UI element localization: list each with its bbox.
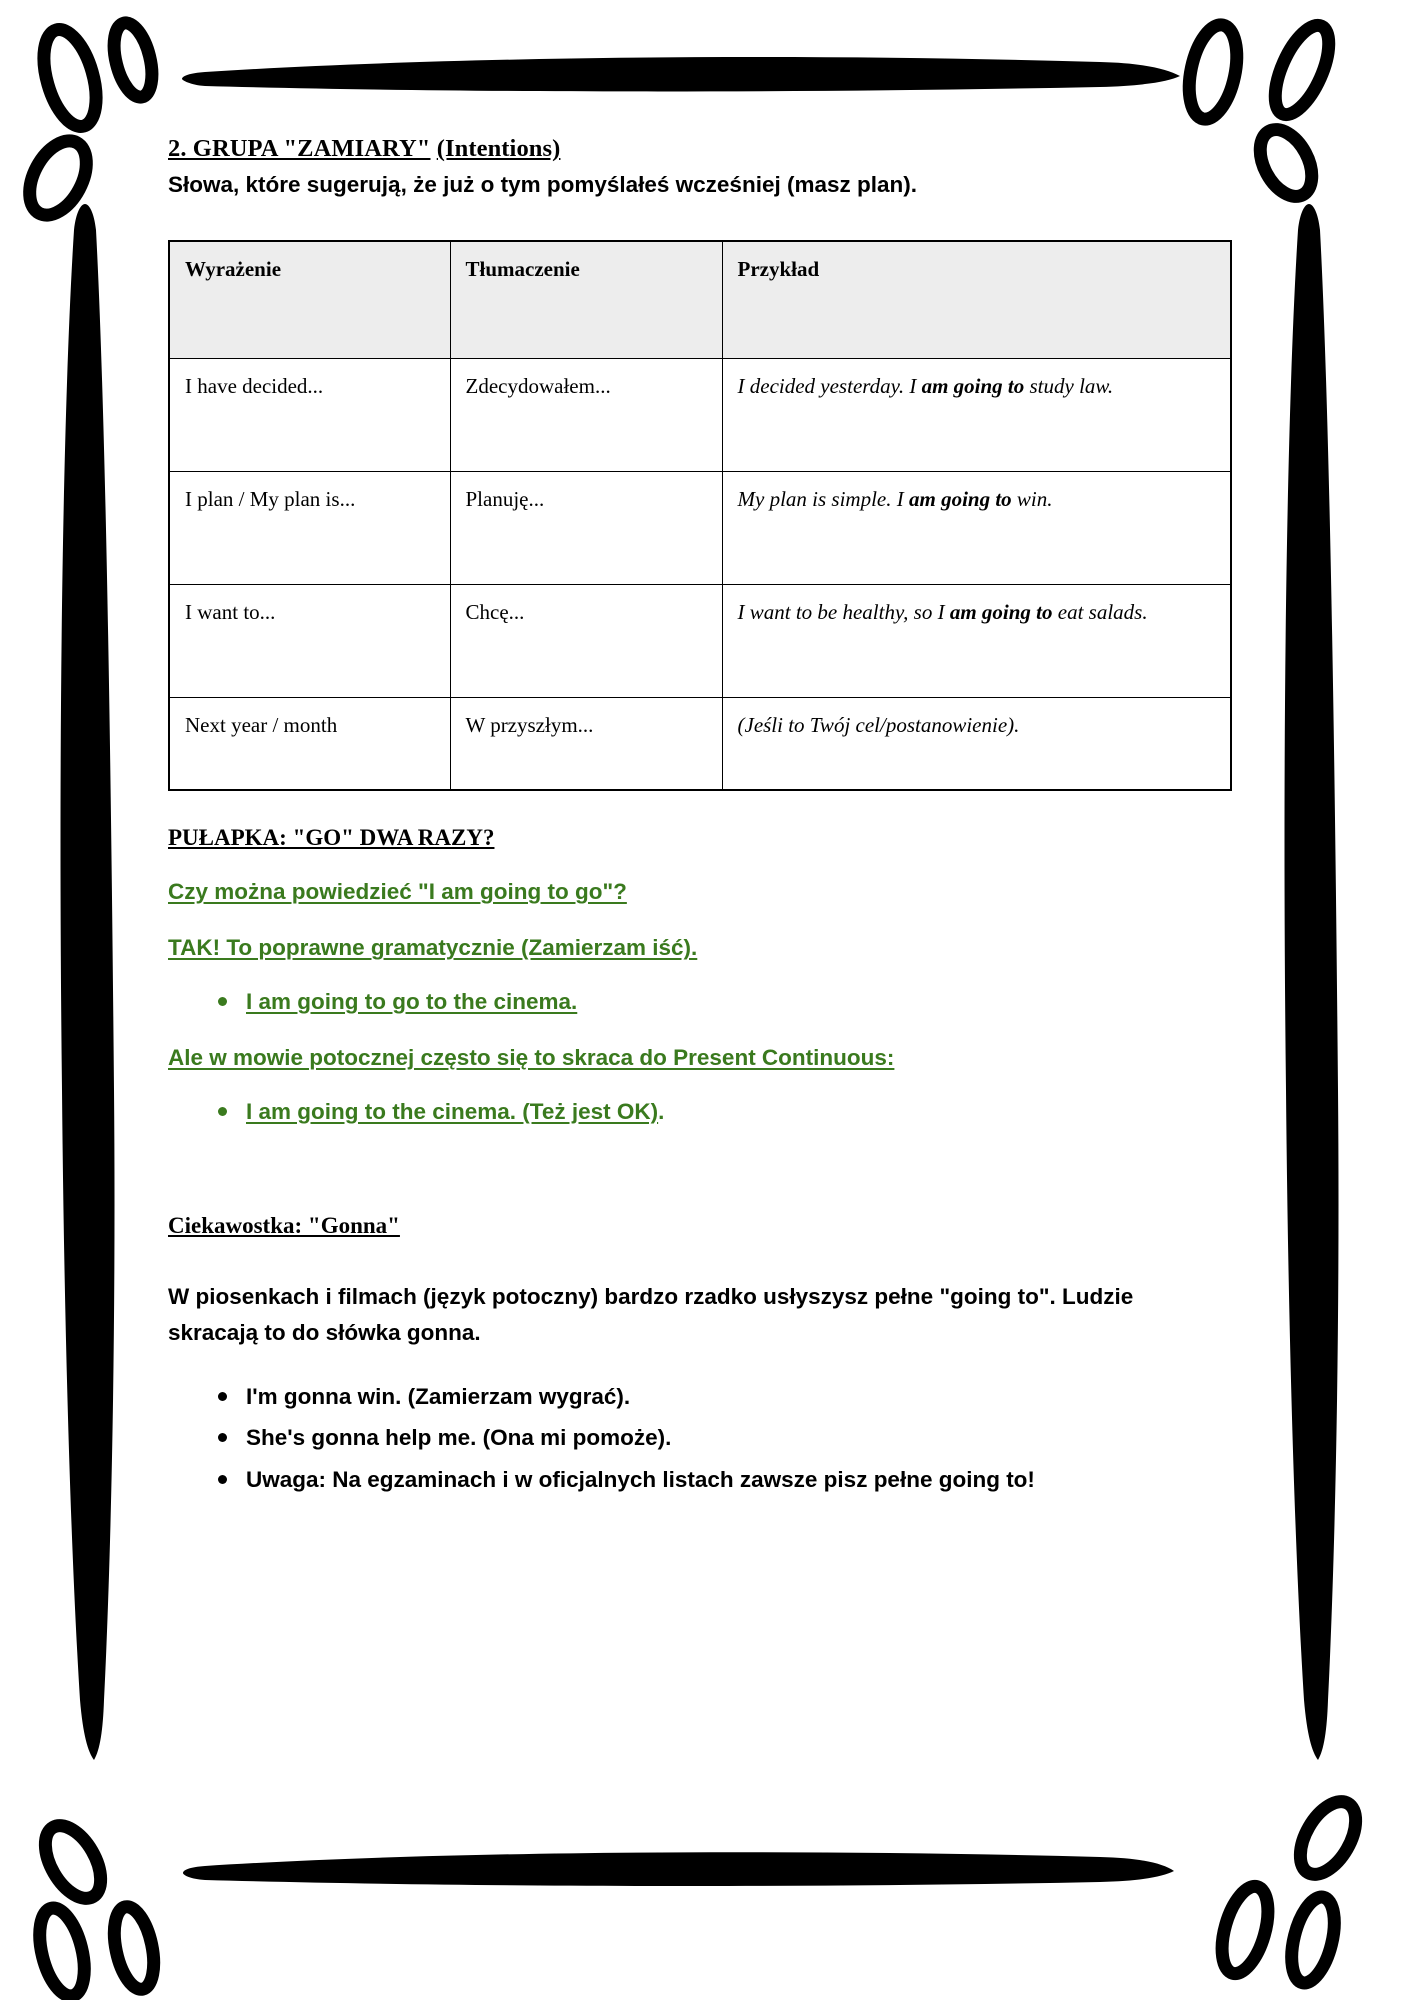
list-item: I'm gonna win. (Zamierzam wygrać). [216, 1382, 1238, 1412]
table-row [169, 585, 1231, 698]
cell-translation: Planuję... [450, 472, 722, 585]
cell-translation: Zdecydowałem... [450, 359, 722, 472]
trap-note-text: Ale w mowie potocznej często się to skraca do Present Continuous: [168, 1045, 895, 1071]
list-item-tail: . [658, 1098, 665, 1124]
example-bold: am going to [908, 487, 1012, 512]
fun-fact-heading-text: Ciekawostka: "Gonna" [168, 1213, 400, 1238]
list-item: Uwaga: Na egzaminach i w oficjalnych listach zawsze pisz pełne going to! [216, 1465, 1238, 1495]
trap-answer [168, 933, 1238, 963]
table-row [169, 359, 1231, 472]
trap-example-list-2 [168, 1096, 1238, 1128]
trap-heading-text: PUŁAPKA: "GO" DWA RAZY? [168, 824, 495, 850]
vocabulary-table [168, 240, 1232, 791]
page-title-main: 2. GRUPA "ZAMIARY" [168, 135, 431, 162]
cell-expression: I have decided... [169, 359, 450, 472]
trap-question-text: Czy można powiedzieć "I am going to go"? [168, 878, 627, 904]
trap-example-list-1 [168, 986, 1238, 1018]
list-item [216, 1096, 1238, 1128]
example-pre: I want to be healthy, so I [737, 600, 950, 625]
cell-translation: Chcę... [450, 585, 722, 698]
example-post: study law. [1024, 374, 1114, 399]
column-header-expression: Wyrażenie [169, 241, 450, 359]
example-post: eat salads. [1052, 600, 1148, 625]
table-row [169, 472, 1231, 585]
page-subtitle: Słowa, które sugerują, że już o tym pomyślałeś wcześniej (masz plan). [168, 172, 917, 198]
example-pre: I decided yesterday. I [737, 374, 922, 399]
trap-section-heading [168, 825, 1238, 851]
page-title [168, 133, 1238, 165]
cell-expression: I want to... [169, 585, 450, 698]
example-bold: am going to [949, 600, 1053, 625]
cell-example [722, 585, 1231, 698]
cell-example [722, 472, 1231, 585]
cell-expression: Next year / month [169, 698, 450, 790]
fun-fact-paragraph: W piosenkach i filmach (język potoczny) bardzo rzadko usłyszysz pełne "going to". Ludzie skracają to do słówka gonna. [168, 1284, 1134, 1346]
trap-answer-text: TAK! To poprawne gramatycznie (Zamierzam iść). [168, 935, 698, 961]
trap-note [168, 1043, 1238, 1073]
document-content [168, 133, 1238, 1506]
trap-question [168, 877, 1238, 907]
list-item-label: I am going to go to the cinema. [246, 988, 578, 1014]
table-row [169, 698, 1231, 790]
list-item: She's gonna help me. (Ona mi pomoże). [216, 1423, 1238, 1453]
page-title-paren: (Intentions) [436, 135, 561, 162]
cell-translation: W przyszłym... [450, 698, 722, 790]
table-header-row [169, 241, 1231, 359]
fun-fact-heading [168, 1213, 1238, 1239]
cell-example [722, 359, 1231, 472]
column-header-example: Przykład [722, 241, 1231, 359]
cell-example [722, 698, 1231, 790]
cell-expression: I plan / My plan is... [169, 472, 450, 585]
example-pre: (Jeśli to Twój cel/postanowienie). [737, 713, 1020, 738]
fun-fact-list [168, 1382, 1238, 1495]
list-item-label: I am going to the cinema. (Też jest OK) [246, 1098, 659, 1124]
example-pre: My plan is simple. I [737, 487, 909, 512]
list-item [216, 986, 1238, 1018]
column-header-translation: Tłumaczenie [450, 241, 722, 359]
example-post: win. [1011, 487, 1053, 512]
example-bold: am going to [921, 374, 1025, 399]
